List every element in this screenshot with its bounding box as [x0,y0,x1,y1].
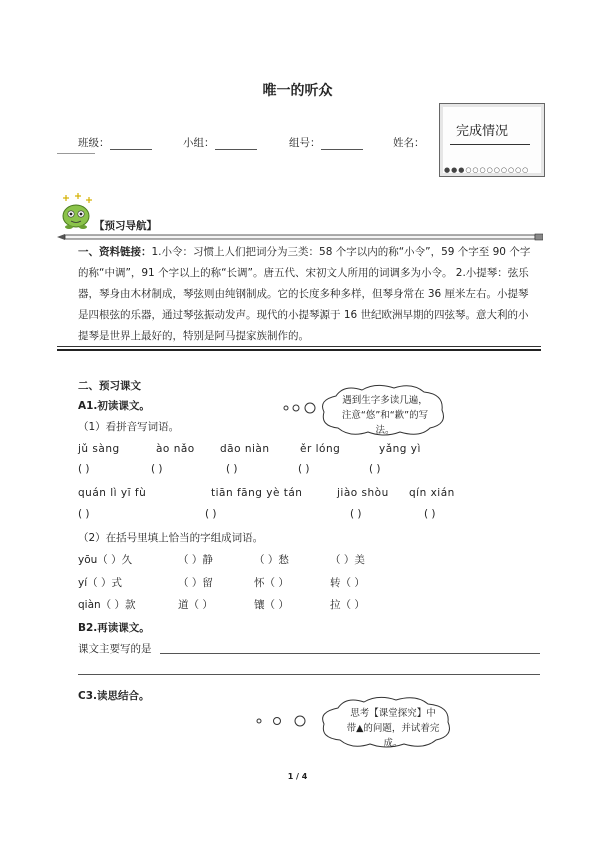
stamp-decoration: ●●●○○○○○○○○○ [444,166,530,174]
b2-prompt: 课文主要写的是 [78,643,152,655]
pinyin-item: jǔ sàng [78,443,120,455]
pinyin-item: quán lì yī fù [78,487,147,499]
group-blank[interactable] [215,137,257,150]
pinyin-item: ěr lóng [300,443,341,455]
fill-item[interactable]: 转（ ） [330,577,365,589]
b2-heading: B2.再读课文。 [78,622,150,634]
materials-text: 1.小令：习惯上人们把词分为三类：58 个字以内的称“小令”，59 个字至 90 个字的称“中调”，91 个字以上的称“长调”。唐五代、宋初文人所用的词调多为小令。 2.小提琴：弦乐器，琴身由木材制成，琴弦则由纯钢制成。它的长度多种多样，但琴身常在 36 厘米左右。小提琴是四根弦的乐器，通过琴弦振动发声。现代的小提琴源于 16 世纪欧洲早期的四弦琴。意大利的小提琴是世界上最好的，特别是阿马提家族制作的。 [78,246,531,342]
divider-thick [57,349,541,351]
preview-nav-heading: 【预习导航】 [94,220,157,232]
answer-bracket[interactable]: ( ) [205,508,217,520]
answer-bracket[interactable]: ( ) [226,463,238,475]
fill-item[interactable]: 拉（ ） [330,599,365,611]
fill-item[interactable]: yí（ ）式 [78,577,122,589]
divider [57,346,541,347]
answer-line[interactable] [160,653,540,654]
fill-item[interactable]: 镶（ ） [254,599,289,611]
answer-bracket[interactable]: ( ) [78,463,90,475]
group-label: 小组： [183,137,215,149]
number-field[interactable] [289,135,363,150]
answer-line[interactable] [78,674,540,675]
fill-item[interactable]: 怀（ ） [254,577,289,589]
answer-bracket[interactable]: ( ) [78,508,90,520]
answer-bracket[interactable]: ( ) [424,508,436,520]
question-2-label: （2）在括号里填上恰当的字组成词语。 [78,532,264,544]
fill-item[interactable]: yōu（ ）久 [78,554,133,566]
section-heading: 二、预习课文 [78,380,141,392]
pinyin-item: dāo niàn [220,443,270,455]
answer-bracket[interactable]: ( ) [298,463,310,475]
materials-lead: 一、资料链接： [78,246,152,258]
class-field[interactable] [78,135,152,150]
pinyin-item: ào nǎo [156,443,195,455]
pinyin-item: yǎng yì [379,443,421,455]
name-blank[interactable] [57,153,95,154]
c3-heading: C3.读思结合。 [78,690,150,702]
page-number: 1 / 4 [287,772,308,781]
completion-stamp [439,103,545,177]
pinyin-item: qín xián [409,487,455,499]
group-field[interactable] [183,135,257,150]
answer-bracket[interactable]: ( ) [369,463,381,475]
question-1-label: （1）看拼音写词语。 [78,421,180,433]
pinyin-item: tiān fāng yè tán [211,487,303,499]
fill-item[interactable]: （ ）静 [178,554,213,566]
materials-paragraph [78,242,538,347]
class-blank[interactable] [110,137,152,150]
fill-item[interactable]: （ ）留 [178,577,213,589]
fill-item[interactable]: （ ）愁 [254,554,289,566]
page-title: 唯一的听众 [262,83,333,99]
a1-heading: A1.初读课文。 [78,400,150,412]
number-label: 组号： [289,137,321,149]
answer-bracket[interactable]: ( ) [350,508,362,520]
cloud-tip-2: 思考【课堂探究】中带▲的问题，并试着完成。 [346,708,440,749]
pencil-divider-icon [57,232,543,242]
stamp-text: 完成情况 [456,124,509,139]
thought-dots-icon [255,713,311,732]
pinyin-item: jiào shòu [337,487,389,499]
mascot-icon [56,193,96,231]
number-blank[interactable] [321,137,363,150]
stamp-line [450,144,530,145]
name-label: 姓名： [393,137,425,149]
fill-item[interactable]: 道（ ） [178,599,213,611]
cloud-tip-1: 遇到生字多读几遍，注意“悠”和“歉”的写法。 [341,395,429,436]
fill-item[interactable]: qiàn（ ）款 [78,599,136,611]
fill-item[interactable]: （ ）美 [330,554,365,566]
class-label: 班级： [78,137,110,149]
answer-bracket[interactable]: ( ) [151,463,163,475]
